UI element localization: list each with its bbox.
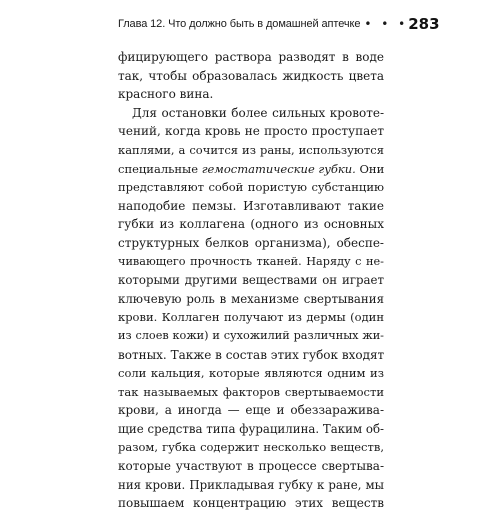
text-line: красного вина. <box>118 87 214 102</box>
text-line: из слоев кожи) и сухожилий различных жи- <box>118 328 384 342</box>
text-line: повышаем концентрацию этих веществ <box>118 496 384 511</box>
text-line: ния крови. Прикладывая губку к ране, мы <box>118 477 384 492</box>
text-line: ключевую роль в механизме свертывания <box>118 291 384 306</box>
running-head <box>118 14 440 34</box>
text-line: чивающего прочность тканей. Наряду с не- <box>118 254 384 268</box>
text-line: так, чтобы образовалась жидкость цвета <box>118 68 384 83</box>
text-line: представляют собой пористую субстанцию <box>118 180 384 195</box>
paragraph-first-line: Для остановки более сильных кровоте- <box>132 105 384 120</box>
text-line: каплями, а сочится из раны, используются <box>118 142 384 157</box>
text-line: так называемых факторов свертываемости <box>118 384 384 399</box>
page-number: 283 <box>408 15 440 33</box>
running-head-dots: • • • <box>364 17 409 31</box>
text-line: разом, губка содержит несколько веществ, <box>118 440 384 455</box>
text-line: соли кальция, которые являются одним из <box>118 366 384 381</box>
text-line: структурных белков организма), обеспе- <box>118 235 384 250</box>
text-line: чений, когда кровь не просто проступает <box>118 124 384 139</box>
text-line: щие средства типа фурацилина. Таким об- <box>118 421 384 436</box>
text-line: вотных. Также в состав этих губок входят <box>118 347 385 362</box>
emphasized-term: гемостатические губки. <box>201 161 356 176</box>
text-line: крови, а иногда — еще и обеззаражива- <box>118 403 384 418</box>
text-line: фицирующего раствора разводят в воде <box>118 50 384 64</box>
body-text <box>118 48 384 513</box>
text-line: губки из коллагена (одного из основных <box>118 217 384 232</box>
text-line: которые участвуют в процессе свертыва- <box>118 459 384 474</box>
text-line: наподобие пемзы. Изготавливают такие <box>118 198 384 213</box>
text-line: крови. Коллаген получают из дермы (один <box>118 310 384 325</box>
text-line-emphasis: специальные гемостатические губки. Они <box>118 161 385 176</box>
text-line: которыми другими веществами он играет <box>118 273 384 288</box>
running-title: Глава 12. Что должно быть в домашней аптечке <box>118 18 361 30</box>
